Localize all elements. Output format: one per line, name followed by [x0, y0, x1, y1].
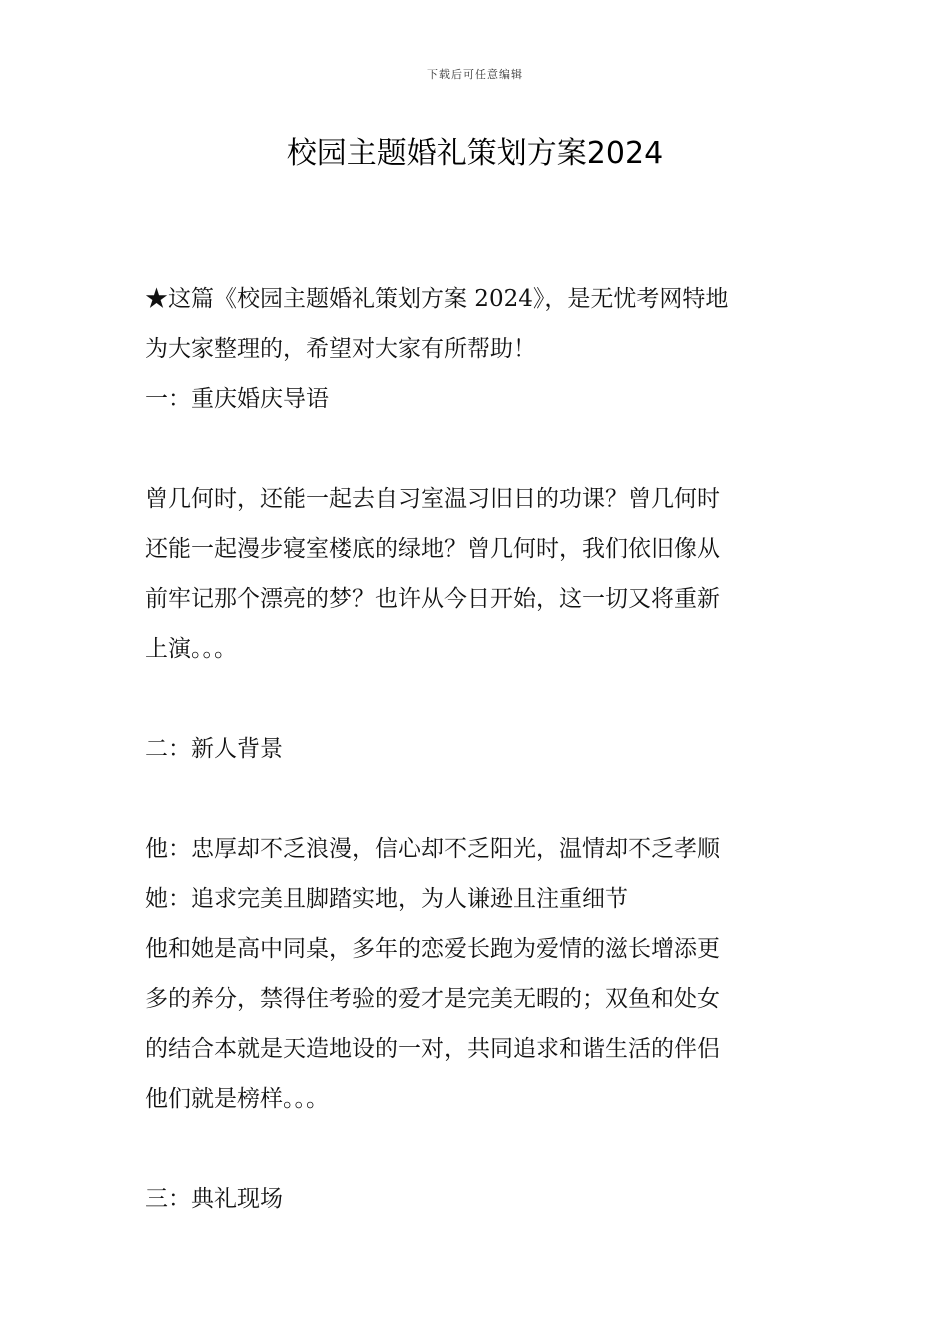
section-heading-2: 二：新人背景 — [145, 736, 283, 762]
paragraph-line: 他们就是榜样。。。 — [145, 1086, 329, 1112]
paragraph-line: 前牢记那个漂亮的梦？也许从今日开始，这一切又将重新 — [145, 586, 720, 612]
paragraph-gap — [145, 674, 815, 724]
paragraph-line: 多的养分，禁得住考验的爱才是完美无暇的；双鱼和处女 — [145, 986, 720, 1012]
paragraph-line: 上演。。。 — [145, 636, 237, 662]
intro-line: ★这篇《校园主题婚礼策划方案 2024》，是无忧考网特地 — [145, 286, 729, 312]
paragraph-line: 的结合本就是天造地设的一对，共同追求和谐生活的伴侣 — [145, 1036, 720, 1062]
paragraph-gap — [145, 774, 815, 824]
paragraph-line: 曾几何时，还能一起去自习室温习旧日的功课？曾几何时 — [145, 486, 720, 512]
intro-line: 为大家整理的，希望对大家有所帮助！ — [145, 336, 536, 362]
paragraph-gap — [145, 1124, 815, 1174]
paragraph-gap — [145, 424, 815, 474]
document-title: 校园主题婚礼策划方案2024 — [286, 136, 664, 171]
paragraph-line: 他：忠厚却不乏浪漫，信心却不乏阳光，温情却不乏孝顺 — [145, 836, 720, 862]
section-heading-1: 一：重庆婚庆导语 — [145, 386, 329, 412]
header-note: 下载后可任意编辑 — [427, 68, 523, 81]
paragraph-line: 还能一起漫步寝室楼底的绿地？曾几何时，我们依旧像从 — [145, 536, 720, 562]
section-heading-3: 三：典礼现场 — [145, 1186, 283, 1212]
paragraph-line: 他和她是高中同桌，多年的恋爱长跑为爱情的滋长增添更 — [145, 936, 720, 962]
document-body — [145, 274, 815, 1224]
paragraph-line: 她：追求完美且脚踏实地，为人谦逊且注重细节 — [145, 886, 628, 912]
